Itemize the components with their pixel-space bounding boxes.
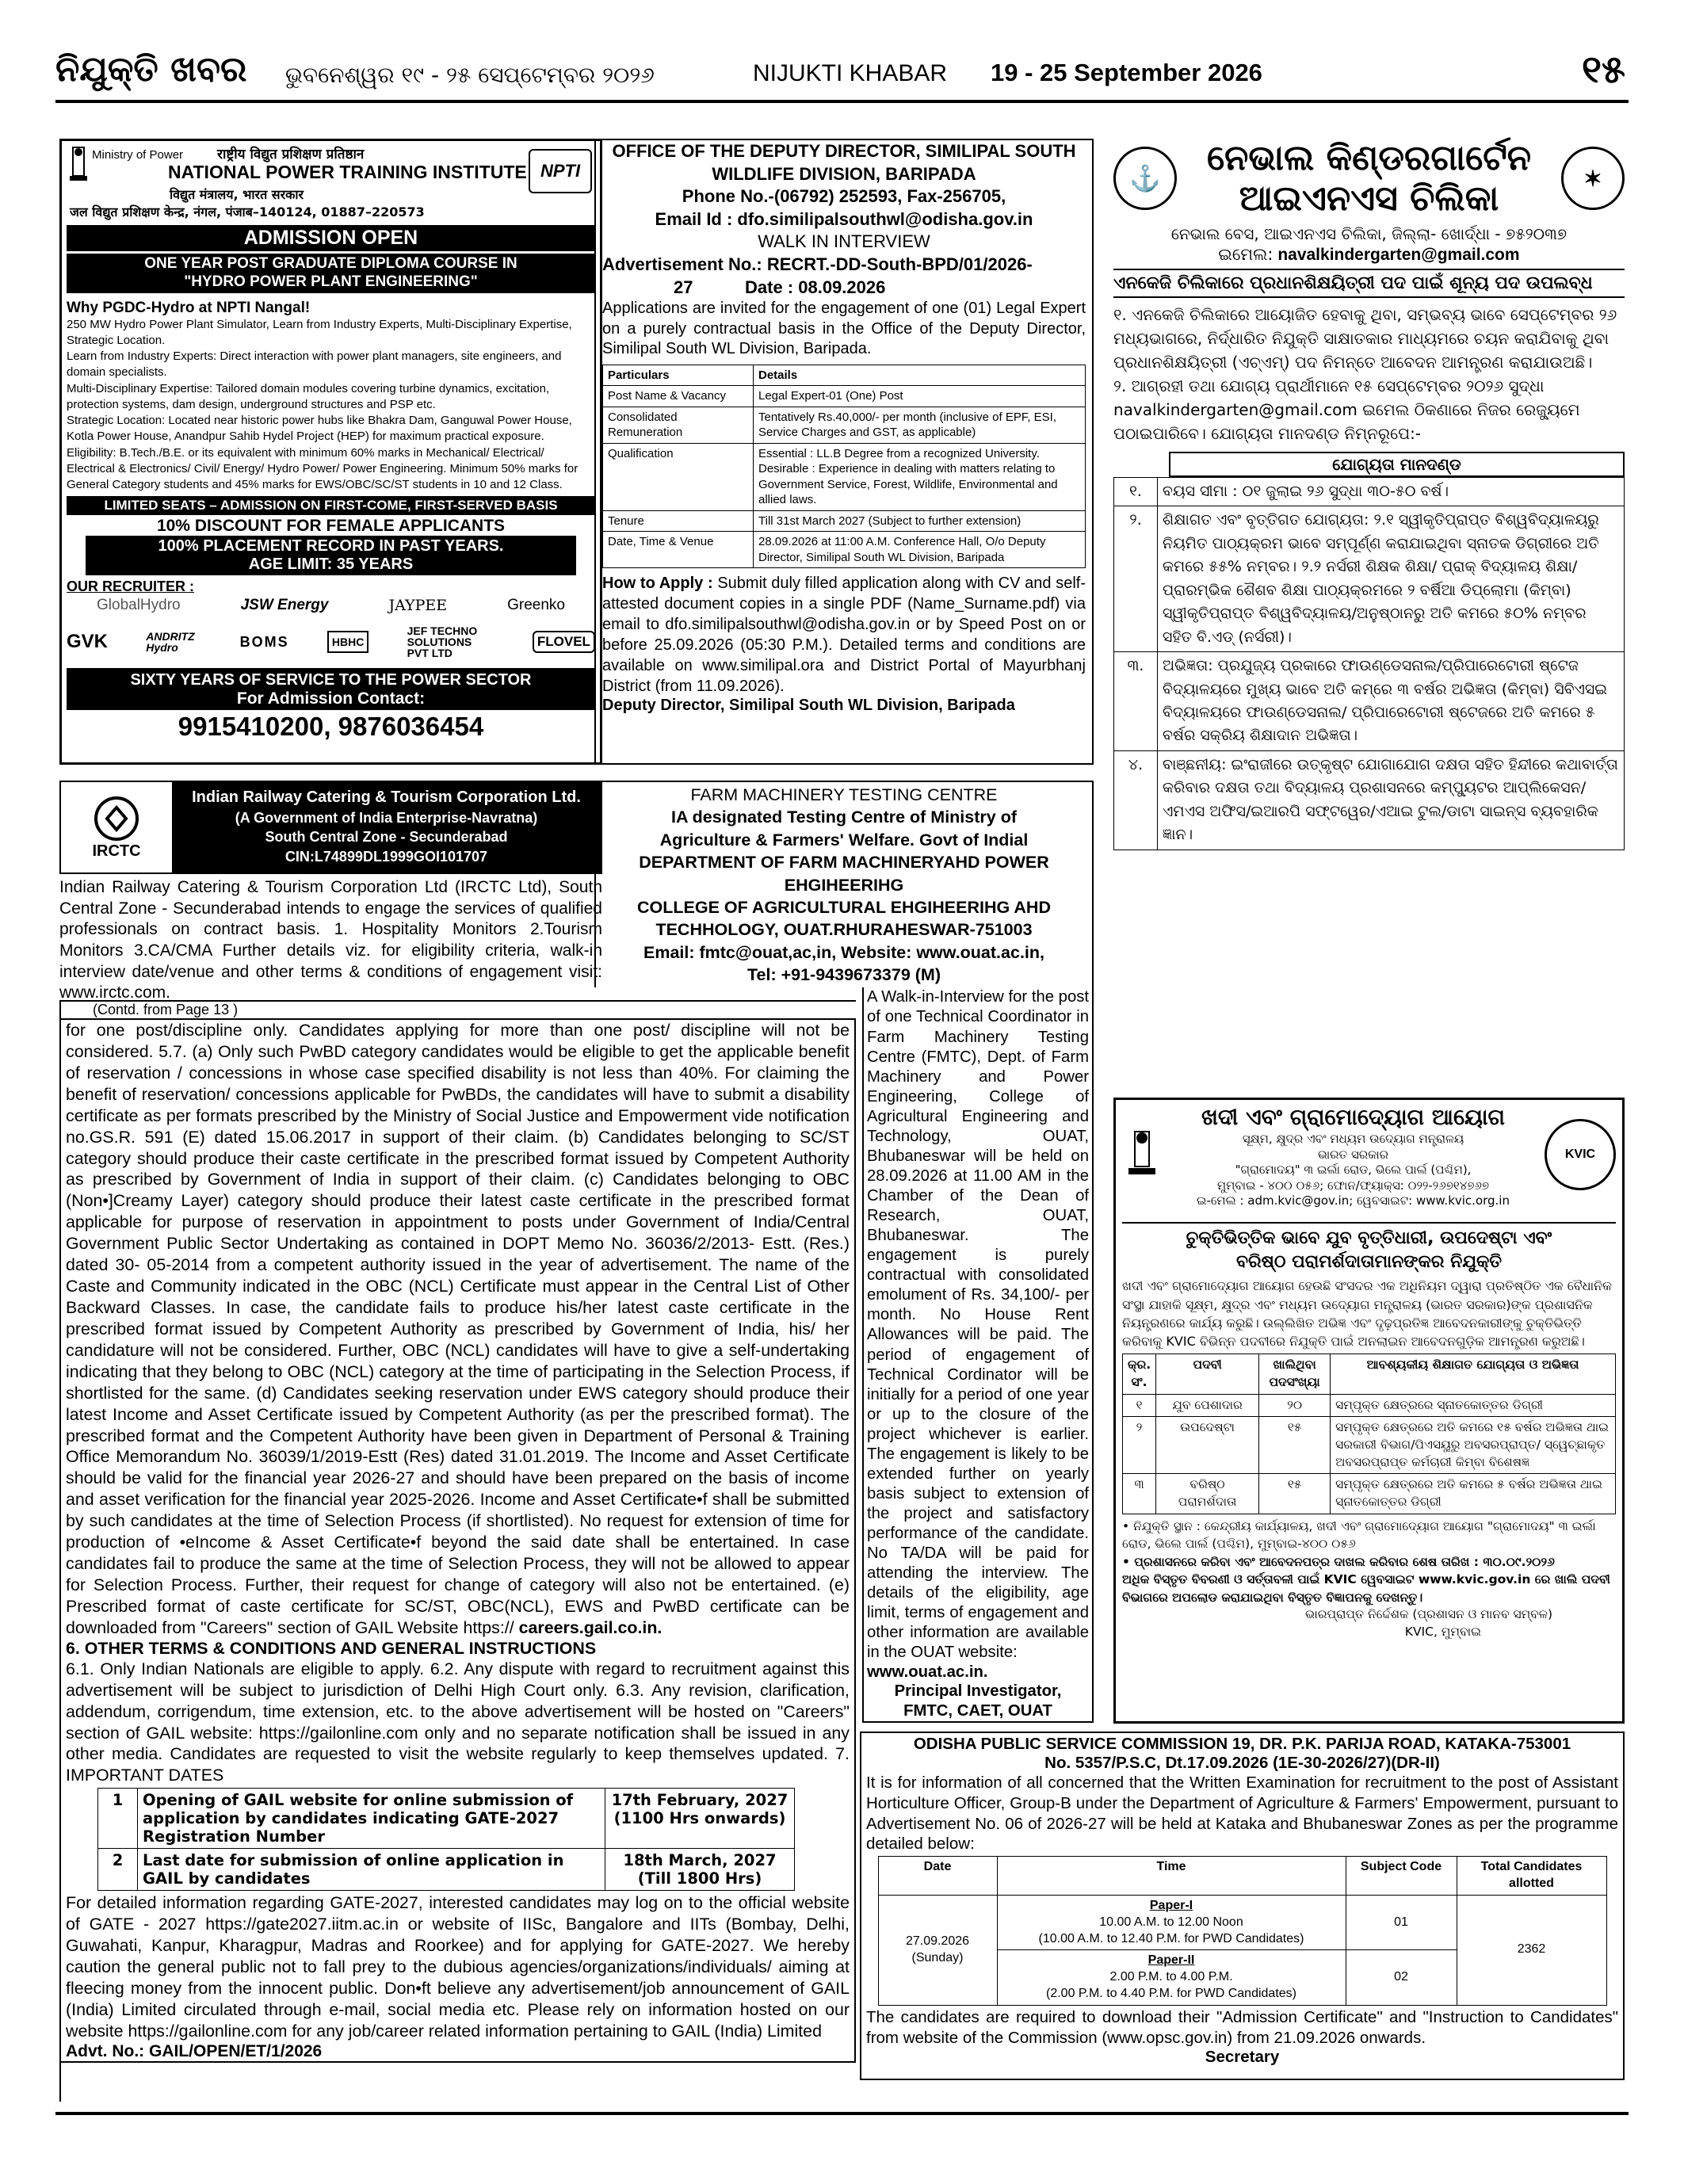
table-row: ୪. ବାଞ୍ଛନୀୟ: ଇଂରାଜୀରେ ଉତ୍କୃଷ୍ଟ ଯୋଗାଯୋଗ ଦକ୍ଷତା ସହିତ ହିନ୍ଦୀରେ କଥାବାର୍ତ୍ତା କରିବାର ଦକ୍ଷତା ତଥା ବିଦ୍ୟାଳୟ ପ୍ରଶାସନରେ କମ୍ପ୍ୟୁଟର ଆପ୍ଲିକେସନ/ଏମଏସ ଅଫିସ/ଇଆରପି ସଫ୍ଟୱେର/ଏଆଇ ଟୁଲ/ଡାଟା ସାଇନ୍ସ ବ୍ୟବହାରିକ ଜ୍ଞାନ। <box>1114 750 1625 850</box>
recruiter-logo: JSW Energy <box>240 597 329 614</box>
similipal-intro: Applications are invited for the engagement of one (01) Legal Expert on a purely contractual basis in the Office of the Deputy Director, Similipal South WL Division, Baripada. <box>602 300 1086 358</box>
table-row: ୨. ଶିକ୍ଷାଗତ ଏବଂ ବୃତ୍ତିଗତ ଯୋଗ୍ୟତା: ୨.୧ ସ୍ୱୀକୃତିପ୍ରାପ୍ତ ବିଶ୍ୱବିଦ୍ୟାଳୟରୁ ନିୟମିତ ପାଠ୍ୟକ୍ରମ ଭାବେ ସମ୍ପୂର୍ଣ୍ଣ କରାଯାଇଥିବା ସ୍ନାତକ ଡିଗ୍ରୀରେ ଅତି କମରେ ୫୫% ନମ୍ବର। ୨.୨ ନର୍ସରୀ ଶିକ୍ଷକ ଶିକ୍ଷା/ ପ୍ରାକ୍ ବିଦ୍ୟାଳୟ ଶିକ୍ଷା/ପ୍ରାରମ୍ଭିକ ଶୈଶବ ଶିକ୍ଷା ପାଠ୍ୟକ୍ରମରେ ୨ ବର୍ଷିଆ ଡିପ୍ଲୋମା (କିମ୍ବା) ସ୍ୱୀକୃତିପ୍ରାପ୍ତ ବିଶ୍ୱବିଦ୍ୟାଳୟ/ଅନୁଷ୍ଠାନରୁ ଅତି କମରେ ୫୦% ନମ୍ବର ସହିତ ବି.ଏଡ୍ (ନର୍ସରୀ)। <box>1114 506 1625 652</box>
irctc-ad <box>59 781 602 1002</box>
table-row: Paper-II 2.00 P.M. to 4.00 P.M. (2.00 P.M. to 4.40 P.M. for PWD Candidates) 02 <box>878 1950 1606 2005</box>
similipal-table <box>602 365 1086 569</box>
odia-date: ଭୁବନେଶ୍ୱର ୧୯ - ୨୫ ସେପ୍ଟେମ୍ବର ୨୦୨୬ <box>285 62 655 88</box>
irctc-header <box>59 781 602 874</box>
table-row: ୧. ବୟସ ସୀମା : ୦୧ ଜୁଲାଇ ୨୬ ସୁଦ୍ଧା ୩୦-୫୦ ବର୍ଷ। <box>1114 478 1625 506</box>
similipal-sign: Deputy Director, Similipal South WL Division, Baripada <box>602 697 1015 715</box>
npti-address: जल विद्युत प्रशिक्षण केन्द्र, नंगल, पंजाब–140124, 01887–220573 <box>70 204 425 220</box>
issue-date: 19 - 25 September 2026 <box>991 59 1262 86</box>
recruiter-heading: OUR RECRUITER : <box>67 578 194 595</box>
contact-phones: 9915410200, 9876036454 <box>178 712 484 742</box>
why-heading: Why PGDC-Hydro at NPTI Nangal! <box>67 299 311 316</box>
npti-point: Eligibility: B.Tech./B.E. or its equivalent with minimum 60% marks in Mechanical/ Electrical/ Electrical & Electronics/ Civil/ Energy/ Hydro Power/ Power Engineering. Minimum 50% marks for General Category students and 45% marks for EWS/OBC/SC/ST students in 10 and 12 Class. <box>67 445 579 492</box>
kvic-intro: ଖଦୀ ଏବଂ ଗ୍ରାମୋଦ୍ୟୋଗ ଆୟୋଗ ହେଉଛି ସଂସଦର ଏକ ଅଧିନିୟମ ଦ୍ୱାରା ପ୍ରତିଷ୍ଠିତ ଏକ ବୈଧାନିକ ସଂସ୍ଥା ଯାହାକି ସୂକ୍ଷ୍ମ, କ୍ଷୁଦ୍ର ଏବଂ ମଧ୍ୟମ ଉଦ୍ୟୋଗ ମନ୍ତ୍ରାଳୟ (ଭାରତ ସରକାର)ଙ୍କ ପ୍ରଶାସନିକ ନିୟନ୍ତ୍ରଣରେ କାର୍ଯ୍ୟ କରୁଛି। ଉଲ୍ଲିଖିତ ଅଭିଜ୍ଞ ଏବଂ ଦୃଢ଼ପ୍ରତିଜ୍ଞ ଆବେଦନକାରୀଙ୍କୁ ଚୁକ୍ତିଭିତ୍ତି କରିବାକୁ KVIC ବିଭିନ୍ନ ପଦବୀରେ ନିଯୁକ୍ତି ପାଇଁ ଅନଲାଇନ ଆବେଦନଗୁଡ଼ିକ ଆମନ୍ତ୍ରଣ କରୁଅଛି। <box>1122 1278 1612 1349</box>
naval-ad <box>1113 139 1625 1074</box>
irctc-logo-icon <box>93 795 140 842</box>
paper-2-cell: Paper-II 2.00 P.M. to 4.00 P.M. (2.00 P.M. to 4.40 P.M. for PWD Candidates) <box>997 1950 1346 2005</box>
opsc-title: ODISHA PUBLIC SERVICE COMMISSION 19, DR. P.K. PARIJA ROAD, KATAKA-753001 <box>913 1735 1571 1753</box>
naval-para-2: ୨. ଆଗ୍ରହୀ ତଥା ଯୋଗ୍ୟ ପ୍ରାର୍ଥୀମାନେ ୧୫ ସେପ୍ଟେମ୍ବର ୨୦୨୬ ସୁଦ୍ଧା navalkindergarten@gmail.com ଇମେଲ ଠିକଣାରେ ନିଜର ରେଜ୍ୟୁମେ ପଠାଇପାରିବେ। ଯୋଗ୍ୟତା ମାନଦଣ୍ଡ ନିମ୍ନରୂପେ:- <box>1113 376 1580 443</box>
kvic-header <box>1122 1103 1616 1222</box>
criteria-table <box>1113 477 1625 850</box>
table-header-row: Date Time Subject Code Total Candidates allotted <box>878 1857 1606 1896</box>
table-row: Consolidated Remuneration Tentatively Rs.40,000/- per month (inclusive of EPF, ESI, Service Charges and GST, as applicable) <box>603 407 1086 443</box>
kvic-headline: ଚୁକ୍ତିଭିତ୍ତିକ ଭାବେ ଯୁବ ବୃତ୍ତିଧାରୀ, ଉପଦେଷ୍ଟା ଏବଂ ବରିଷ୍ଠ ପରାମର୍ଶଦାତାମାନଙ୍କର ନିଯୁକ୍ତି <box>1122 1222 1616 1273</box>
kvic-notes: • ନିଯୁକ୍ତି ସ୍ଥାନ : କେନ୍ଦ୍ରୀୟ କାର୍ଯ୍ୟାଳୟ, ଖଦୀ ଏବଂ ଗ୍ରାମୋଦ୍ୟୋଗ ଆୟୋଗ "ଗ୍ରାମୋଦୟ" ୩ ଇର୍ଲା ରୋଡ, ଭିଲେ ପାର୍ଲ (ପଶ୍ଚିମ), ମୁମ୍ବାଇ-୪୦୦ ୦୫୬ • ପ୍ରଶାସନରେ କରିବା ଏବଂ ଆବେଦନପତ୍ର ଦାଖଲ କରିବାର ଶେଷ ତାରିଖ : ୩୦.୦୯.୨୦୨୬ ଅଧିକ ବିସ୍ତୃତ ବିବରଣୀ ଓ ସର୍ତ୍ତାବଳୀ ପାଇଁ KVIC ୱେବସାଇଟ www.kvic.gov.in ରେ ଖାଲି ପଦବୀ ବିଭାଗରେ ଅପଲୋଡ କରାଯାଇଥିବା ବିସ୍ତୃତ ବିଜ୍ଞାପନକୁ ଦେଖନ୍ତୁ। <box>1122 1518 1610 1605</box>
kvic-logo-icon: KVIC <box>1545 1119 1616 1190</box>
table-row: 27.09.2026 (Sunday) Paper-I 10.00 A.M. to 12.00 Noon (10.00 A.M. to 12.40 P.M. for PWD Candidates) 01 2362 <box>878 1895 1606 1949</box>
fmtc-url: www.ouat.ac.in. <box>867 1663 988 1681</box>
naval-header <box>1113 139 1625 265</box>
gail-dates-table <box>97 1788 795 1891</box>
npti-point: Multi-Disciplinary Expertise: Tailored domain modules covering turbine dynamics, excitation, protection systems, dam design, underground structures and PSP etc. <box>67 381 550 411</box>
fmtc-sign: Principal Investigator, FMTC, CAET, OUAT <box>894 1682 1062 1720</box>
date-cell: 18th March, 2027 (Till 1800 Hrs) <box>605 1849 795 1891</box>
gail-body-6: 6.1. Only Indian Nationals are eligible to apply. 6.2. Any dispute with regard to recruitment against this advertisement will be subject to jurisdiction of Delhi High Court only. 6.3. Any revision, clarification, addendum, corrigendum, time extension, etc. to the above advertisement will be hosted on "Careers" section of GAIL website: https://gailonline.com only and no separate notification shall be issued in any other media. Candidates are requested to visit the website regularly to keep themselves updated. 7. IMPORTANT DATES <box>66 1659 850 1785</box>
recruiter-logo: ANDRITZ Hydro <box>146 630 195 655</box>
irctc-logo: IRCTC <box>61 782 172 872</box>
placement-banner: 100% PLACEMENT RECORD IN PAST YEARS. AGE LIMIT: 35 YEARS <box>86 536 576 575</box>
recruiter-logo: BOMS <box>239 633 289 650</box>
contact-banner <box>67 668 595 710</box>
gail-body-7: For detailed information regarding GATE-2027, interested candidates may log on to the official website of GATE - 2027 https://gate2027.iitm.ac.in or website of IISc, Bangalore and IITs (Bombay, Delhi, Guwahati, Kanpur, Kharagpur, Madras and Roorkee) and for applying for GATE-2027. We hereby caution the general public not to fall prey to the dubious agencies/organizations/individuals/ aiming at fleecing money from the innocent public. Don•ft believe any advertisement/job announcement of GAIL (India) Limited circulated through e-mail, social media etc. Please rely on information hosted on our website https://gailonline.com for any job/career related information pertaining to GAIL (India) Limited <box>66 1893 850 2041</box>
npti-header <box>67 144 595 223</box>
npti-point: Learn from Industry Experts: Direct interaction with power plant managers, site engineers, and domain specialists. <box>67 349 562 380</box>
table-row: ୩. ଅଭିଜ୍ଞତା: ପ୍ରଯୁଜ୍ୟ ପ୍ରକାରେ ଫାଉଣ୍ଡେସନାଲ/ପ୍ରିପାରେଟୋରୀ ଷ୍ଟେଜ ବିଦ୍ୟାଳୟରେ ମୁଖ୍ୟ ଭାବେ ଅତି କମ୍‌ରେ ୩ ବର୍ଷର ଅଭିଜ୍ଞତା (କିମ୍ବା) ସିବିଏସଇ ବିଦ୍ୟାଳୟରେ ଫାଉଣ୍ଡେସନାଲ/ ପ୍ରିପାରେଟୋରୀ ଷ୍ଟେଜରେ ଅତି କମରେ ୫ ବର୍ଷର ସକ୍ରିୟ ଶିକ୍ଷାଦାନ ଅଭିଜ୍ଞତା। <box>1114 652 1625 751</box>
naval-title: ନେଭାଲ କିଣ୍ଡରଗାର୍ଟେନ ଆଇଏନଏସ ଚିଲିକା <box>1206 138 1532 219</box>
table-header-row: Particulars Details <box>603 365 1086 386</box>
fmtc-ad <box>594 781 1094 1720</box>
similipal-advt: Advertisement No.: RECRT.-DD-South-BPD/01/2026- 27 Date : 08.09.2026 <box>602 254 1033 297</box>
fmtc-body: A Walk-in-Interview for the post of one Technical Coordinator in Farm Machinery Testing Centre (FMTC), Dept. of Farm Machinery and Power Engineering, College of Agricultural Engineering and Technology, OUAT, Bhubaneswar will be held on 28.09.2026 at 11.00 AM in the Chamber of the Dean of Research, OUAT, Bhubaneswar. The engagement is purely contractual with consolidated emolument of Rs. 34,100/- per month. No House Rent Allowances will be paid. The period of engagement of Technical Cordinator will be initially for a period of one year or up to the closure of the project whichever is earlier. The engagement is likely to be extended further on yearly basis subject to extension of the project and satisfactory performance of the candidate. No TA/DA will be paid for attending the interview. The details of the eligibility, age limit, terms of engagement and other information are available in the OUAT website: <box>867 988 1089 1662</box>
table-row: Date, Time & Venue 28.09.2026 at 11:00 A.M. Conference Hall, O/o Deputy Director, Similipal South WL Division, Baripada <box>603 532 1086 568</box>
naval-headline: ଏନକେଜି ଚିଲିକାରେ ପ୍ରଧାନଶିକ୍ଷୟିତ୍ରୀ ପଦ ପାଇଁ ଶୂନ୍ୟ ପଦ ଉପଲବ୍ଧ <box>1113 269 1625 298</box>
npti-points <box>67 317 595 494</box>
naval-para-1: ୧. ଏନକେଜି ଚିଲିକାରେ ଆୟୋଜିତ ହେବାକୁ ଥିବା, ସମ୍ଭବ୍ୟ ଭାବେ ସେପ୍ଟେମ୍ବର ୨୬ ମଧ୍ୟଭାଗରେ, ନିର୍ଦ୍ଧାରିତ ନିଯୁକ୍ତି ସାକ୍ଷାତକାର ମାଧ୍ୟମରେ ଚୟନ କରାଯିବାକୁ ଥିବା ପ୍ରଧାନଶିକ୍ଷୟିତ୍ରୀ (ଏଚ୍‌ଏମ୍) ପଦ ନିମନ୍ତେ ଆବେଦନ ଆମନ୍ତ୍ରଣ କରାଯାଉଅଛି। <box>1113 305 1617 372</box>
exam-date-cell: 27.09.2026 (Sunday) <box>878 1895 997 2005</box>
opsc-body: It is for information of all concerned that the Written Examination for recruitment to the post of Assistant Horticulture Officer, Group-B under the Department of Agriculture & Farmers' Empowerment, pursuant to Advertisement No. 06 of 2026-27 will be held at Kataka and Bhubaneswar Zones as per the programme detailed below: <box>866 1774 1618 1854</box>
similipal-ad <box>594 139 1094 765</box>
recruiter-logo: JAYPEE <box>388 597 448 615</box>
ministry-label: Ministry of Power <box>92 148 184 162</box>
discount-line: 10% DISCOUNT FOR FEMALE APPLICANTS <box>156 517 506 536</box>
kvic-sign: ଭାରପ୍ରାପ୍ତ ନିର୍ଦ୍ଦେଶକ (ପ୍ରଶାସନ ଓ ମାନବ ସମ୍ବଳ) KVIC, ମୁମ୍ବାଇ <box>1305 1606 1552 1639</box>
masthead: ନିଯୁକ୍ତି ଖବର <box>55 49 247 90</box>
sixty-years-line: SIXTY YEARS OF SERVICE TO THE POWER SECTOR <box>130 671 532 689</box>
contd-note: (Contd. from Page 13 ) <box>93 1002 239 1018</box>
npti-point: Strategic Location: Located near historic power hubs like Bhakra Dam, Ganguwal Power House, Kotla Power House, Anandpur Sahib Hydel Project (HEP) for maximum practical exposure. <box>67 414 572 444</box>
naval-address: ନେଭାଲ ବେସ, ଆଇଏନଏସ ଚିଲିକା, ଜିଲ୍ଲା- ଖୋର୍ଦ୍ଧା - ୭୫୨୦୩୭ <box>1170 224 1568 243</box>
npti-hindi-name: राष्ट्रीय विद्युत प्रशिक्षण प्रतिष्ठान <box>217 147 365 162</box>
contact-label: For Admission Contact: <box>236 689 426 708</box>
gail-advt-no: Advt. No.: GAIL/OPEN/ET/1/2026 <box>66 2041 323 2060</box>
npti-hindi-ministry: विद्युत मंत्रालय, भारत सरकार <box>170 187 304 202</box>
course-banner: ONE YEAR POST GRADUATE DIPLOMA COURSE IN "HYDRO POWER PLANT ENGINEERING" <box>67 254 595 293</box>
similipal-header: OFFICE OF THE DEPUTY DIRECTOR, SIMILIPAL SOUTH WILDLIFE DIVISION, BARIPADA Phone No.-(06792) 252593, Fax-256705, Email Id : dfo.similipalsouthwl@odisha.gov.in WALK IN INTERVIEW <box>612 141 1076 252</box>
gail-heading-6: 6. OTHER TERMS & CONDITIONS AND GENERAL INSTRUCTIONS <box>66 1638 597 1658</box>
admission-open-banner: ADMISSION OPEN <box>67 225 595 251</box>
page-header <box>55 48 1629 103</box>
recruiter-logo: JEF TECHNO SOLUTIONS PVT LTD <box>407 624 478 660</box>
date-cell: 17th February, 2027 (1100 Hrs onwards) <box>605 1789 795 1849</box>
opsc-footer: The candidates are required to download their "Admission Certificate" and "Instruction to Candidates" from website of the Commission (www.opsc.gov.in) from 21.09.2026 onwards. <box>866 2007 1618 2047</box>
page-number: ୧୫ <box>1582 48 1625 92</box>
fmtc-body-block <box>862 987 1094 1723</box>
kvic-ad <box>1113 1098 1625 1724</box>
table-row: ୨ ଉପଦେଷ୍ଟା ୧୫ ସମ୍ପୃକ୍ତ କ୍ଷେତ୍ରରେ ଅତି କମରେ ୧୫ ବର୍ଷର ଅଭିଜ୍ଞତା ଥାଇ ସରକାରୀ ବିଭାଗ/ପିଏସୟୁରୁ ଅବସରପ୍ରାପ୍ତ/ ସ୍ୱେଚ୍ଛାକୃତ ଅବସରପ୍ରାପ୍ତ କର୍ମଚାରୀ କିମ୍ବା ବିଶେଷଜ୍ଞ <box>1123 1417 1616 1474</box>
table-row: 2 Last date for submission of online application in GAIL by candidates 18th March, 2027 (Till 1800 Hrs) <box>98 1849 795 1891</box>
opsc-number: No. 5357/P.S.C, Dt.17.09.2026 (1E-30-2026/27)(DR-II) <box>1044 1754 1440 1772</box>
recruiter-logo: FLOVEL <box>533 631 595 653</box>
recruiter-logo: Greenko <box>507 597 565 614</box>
criteria-title: ଯୋଗ୍ୟତା ମାନଦଣ୍ଡ <box>1169 452 1625 477</box>
recruiter-logo: GVK <box>67 631 109 653</box>
emblem-icon <box>1122 1127 1162 1182</box>
recruiter-logo: HBHC <box>327 631 368 653</box>
irctc-body: Indian Railway Catering & Tourism Corporation Ltd (IRCTC Ltd), South Central Zone - Secunderabad intends to engage the services of qualified professionals on contract basis. 1. Hospitality Monitors 2.Tourism Monitors 3.CA/CMA Further details viz. for eligibility criteria, walk-in interview date/venue and other terms & conditions of engagement visit: www.irctc.com. <box>59 878 602 1002</box>
page-bottom-rule <box>55 2112 1629 2115</box>
gail-body: for one post/discipline only. Candidates applying for more than one post/ discipline will not be considered. 5.7. (a) Only such PwBD category candidates would be eligible to get the applicable benefit of reservation / concessions in whose case specified disability is not less than 40%. For claiming the benefit of reservation/ concessions applicable for PwBDs, the candidates will have to submit a disability certificate as per formats prescribed by the Ministry of Social Justice and Empowerment vide notification no.GS.R. 591 (E) dated 15.06.2017 in support of their claim. (b) Candidates belonging to SC/ST category should produce their caste certificate in the prescribed format issued by Competent Authority as prescribed by Government of India in support of their claim. (c) Candidates belonging to OBC (Non•]Creamy Layer) category should produce their latest caste certificate in the prescribed format applicable for purpose of reservation in appointment to posts under Government of India/Central Government Public Sector Undertaking as contained in DOPT Memo No. 36036/2/2013- Estt. (Res.) dated 30- 05-2014 from a competent authority issued in the year of advertisement. The name of the Caste and Community indicated in the OBC (NCL) Certificate must appear in the Central List of Other Backward Classes. In case, the candidate fails to produce his/her latest caste certificate in the prescribed format issued by Competent Authority as prescribed by Government of India, his/ her candidature will not be considered. Further, OBC (NCL) candidates will have to give a self-undertaking indicating that they belong to OBC (NCL) category at the time of participating in the Selection Process, if shortlisted for the same. (d) Candidates seeking reservation under EWS category should produce their latest Income and Asset Certificate issued by Competent Authority (as per the prescribed format). The prescribed format and the Competent Authority have been given in Department of Personal & Training Office Memorandum No. 36039/1/2019-Estt (Res) dated 31.01.2019. The Income and Asset Certificate should be valid for the financial year 2026-27 and should have been prepared on the basis of income and asset verification for the financial year 2025-2026. Income and Asset Certificate•f shall be submitted by such candidates at the time of Selection Process (if shortlisted). No request for extension of time for production of •eIncome & Asset Certificate•f beyond the said date shall be entertained. In case candidates fail to produce the same at the time of Selection Process, they will not be allowed to appear for Selection Process. Further, their request for change of category will also not be entertained. (e) Prescribed format of caste certificate for SC/ST, OBC(NCL), EWS and PwBD certificate can be downloaded from "Careers" section of GAIL Website https:// careers.gail.co.in. <box>66 1021 850 1637</box>
table-row: 1 Opening of GAIL website for online submission of application by candidates indicating GATE-2027 Registration Number 17th February, 2027 (1100 Hrs onwards) <box>98 1789 795 1849</box>
chilika-crest-icon: ✶ <box>1561 147 1625 210</box>
table-row: Tenure Till 31st March 2027 (Subject to further extension) <box>603 510 1086 532</box>
recruiters-row-2 <box>67 625 595 659</box>
opsc-sign: Secretary <box>1205 2048 1280 2067</box>
kvic-title-block: ଖଦୀ ଏବଂ ଗ୍ରାମୋଦ୍ୟୋଗ ଆୟୋଗ ସୂକ୍ଷ୍ମ, କ୍ଷୁଦ୍ର ଏବଂ ମଧ୍ୟମ ଉଦ୍ୟୋଗ ମନ୍ତ୍ରାଳୟ ଭାରତ ସରକାର "ଗ୍ରାମୋଦୟ" ୩ ଇର୍ଲା ରୋଡ, ଭିଲେ ପାର୍ଲ (ପଶ୍ଚିମ), ମୁମ୍ବାଇ - ୪୦୦ ୦୫୬; ଫୋନ/ଫ୍ୟାକ୍ସ: ୦୨୨-୨୬୭୧୪୭୬୭ ଇ-ମେଲ : adm.kvic@gov.in; ୱେବସାଇଟ: www.kvic.org.in <box>1197 1104 1510 1208</box>
table-row: ୩ ବରିଷ୍ଠ ପରାମର୍ଶଦାତା ୧୫ ସମ୍ପୃକ୍ତ କ୍ଷେତ୍ରରେ ଅତି କମରେ ୫ ବର୍ଷର ଅଭିଜ୍ଞତା ଥାଇ ସ୍ନାତକୋତ୍ତର ଡିଗ୍ରୀ <box>1123 1474 1616 1514</box>
kvic-table <box>1122 1354 1616 1514</box>
npti-logo: NPTI <box>529 149 592 193</box>
fmtc-header: FARM MACHINERY TESTING CENTRE IA designated Testing Centre of Ministry of Agriculture & Farmers' Welfare. Govt of Indial DEPARTMENT OF FARM MACHINERYAHD POWER EHGIHEERIHG COLLEGE OF AGRICULTURAL EHGIHEERIHG AHD TECHHOLOGY, OUAT.RHURAHESWAR-751003 Email: fmtc@ouat,ac,in, Website: www.ouat.ac.in, Tel: +91-9439673379 (M) <box>594 781 1094 987</box>
table-row: ୧ ଯୁବ ପେଶାଦାର ୨୦ ସମ୍ପୃକ୍ତ କ୍ଷେତ୍ରରେ ସ୍ନାତକୋତ୍ତର ଡିଗ୍ରୀ <box>1123 1394 1616 1417</box>
paper-1-cell: Paper-I 10.00 A.M. to 12.00 Noon (10.00 A.M. to 12.40 P.M. for PWD Candidates) <box>997 1895 1346 1949</box>
irctc-title-block: Indian Railway Catering & Tourism Corporation Ltd. (A Government of India Enterprise-Navratna) South Central Zone - Secunderabad CIN:L74899DL1999GOI101707 <box>172 782 601 872</box>
how-to-apply: How to Apply : Submit duly filled application along with CV and self-attested document copies in a single PDF (Name_Surname.pdf) via email to dfo.similipalsouthwl@odisha.gov.in or by Speed Post on or before 25.09.2026 (05:30 P.M.). Detailed terms and conditions are available on www.similipal.ora and District Portal of Mayurbhanj District (from 11.09.2026). <box>602 575 1086 696</box>
newspaper-title: NIJUKTI KHABAR <box>753 60 948 86</box>
emblem-icon <box>67 144 90 184</box>
table-header-row: କ୍ର. ସଂ. ପଦବୀ ଖାଲିଥିବା ପଦସଂଖ୍ୟା ଆବଶ୍ୟକୀୟ ଶିକ୍ଷାଗତ ଯୋଗ୍ୟତା ଓ ଅଭିଜ୍ଞତା <box>1123 1354 1616 1394</box>
naval-email-line: ଇମେଲ: navalkindergarten@gmail.com <box>1218 245 1520 264</box>
npti-point: 250 MW Hydro Power Plant Simulator, Learn from Industry Experts, Multi-Disciplinary Expertise, Strategic Location. <box>67 317 572 347</box>
opsc-ad <box>860 1732 1625 2080</box>
navy-crest-icon: ⚓ <box>1113 147 1177 210</box>
table-row: Post Name & Vacancy Legal Expert-01 (One) Post <box>603 386 1086 407</box>
opsc-schedule-table <box>878 1856 1607 2005</box>
npti-name: NATIONAL POWER TRAINING INSTITUTE <box>168 162 527 182</box>
recruiters-row-1 <box>67 597 595 614</box>
recruiter-logo: GlobalHydro <box>97 597 181 614</box>
table-row: Qualification Essential : LL.B Degree from a recognized University. Desirable : Experience in dealing with matters relating to Government Service, Forest, Wildlife, Environmental and allied laws. <box>603 443 1086 510</box>
npti-ad <box>59 139 602 765</box>
limited-seats-banner: LIMITED SEATS – ADMISSION ON FIRST-COME, FIRST-SERVED BASIS <box>67 496 595 515</box>
